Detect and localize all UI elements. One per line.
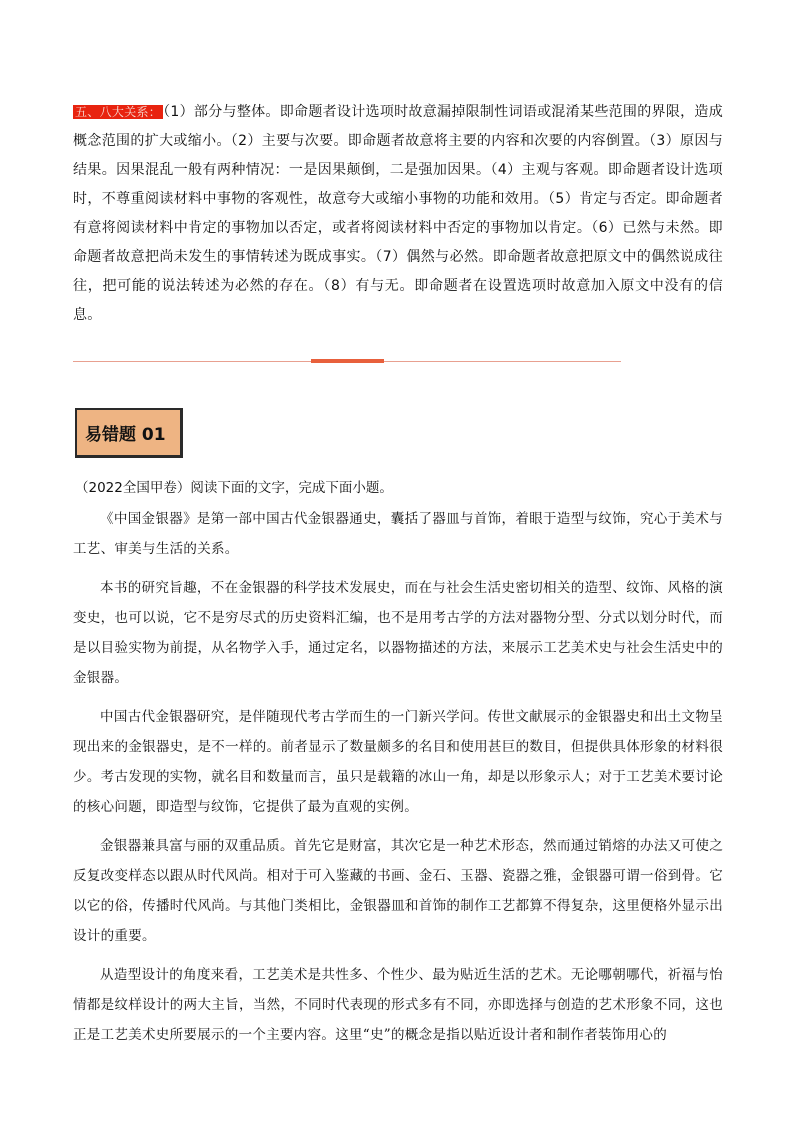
- question-badge: 易错题 01: [75, 408, 183, 458]
- reading-passage: [73, 504, 723, 1059]
- section-tag: 五、八大关系：: [75, 105, 162, 119]
- question-source: （2022全国甲卷）阅读下面的文字，完成下面小题。: [75, 480, 393, 496]
- passage-paragraph: 《中国金银器》是第一部中国古代金银器通史，囊括了器皿与首饰，着眼于造型与纹饰，究心于美术与工艺、审美与生活的关系。: [73, 511, 723, 557]
- divider-accent: [311, 359, 384, 363]
- intro-text: （1）部分与整体。即命题者设计选项时故意漏掉限制性词语或混淆某些范围的界限，造成概念范围的扩大或缩小。（2）主要与次要。即命题者故意将主要的内容和次要的内容倒置。（3）原因与结果。因果混乱一般有两种情况：一是因果颠倒，二是强加因果。（4）主观与客观。即命题者设计选项时，不尊重阅读材料中事物的客观性，故意夸大或缩小事物的功能和效用。（5）肯定与否定。即命题者有意将阅读材料中肯定的事物加以否定，或者将阅读材料中否定的事物加以肯定。（6）已然与未然。即命题者故意把尚未发生的事情转述为既成事实。（7）偶然与必然。即命题者故意把原文中的偶然说成往往，把可能的说法转述为必然的存在。（8）有与无。即命题者在设置选项时故意加入原文中没有的信息。: [73, 104, 724, 323]
- passage-paragraph: 金银器兼具富与丽的双重品质。首先它是财富，其次它是一种艺术形态，然而通过销熔的办法又可使之反复改变样态以跟从时代风尚。相对于可入鉴藏的书画、金石、玉器、瓷器之雅，金银器可谓一俗到骨。它以它的俗，传播时代风尚。与其他门类相比，金银器皿和首饰的制作工艺都算不得复杂，这里便格外显示出设计的重要。: [73, 838, 723, 944]
- intro-paragraph: [73, 98, 723, 330]
- passage-paragraph: 从造型设计的角度来看，工艺美术是共性多、个性少、最为贴近生活的艺术。无论哪朝哪代，祈福与怡情都是纹样设计的两大主旨，当然，不同时代表现的形式多有不同，亦即选择与创造的艺术形象不同，这也正是工艺美术史所要展示的一个主要内容。这里“史”的概念是指以贴近设计者和制作者装饰用心的: [73, 967, 723, 1043]
- passage-paragraph: 本书的研究旨趣，不在金银器的科学技术发展史，而在与社会生活史密切相关的造型、纹饰、风格的演变史，也可以说，它不是穷尽式的历史资料汇编，也不是用考古学的方法对器物分型、分式以划分时代，而是以目验实物为前提，从名物学入手，通过定名，以器物描述的方法，来展示工艺美术史与社会生活史中的金银器。: [73, 580, 723, 686]
- passage-paragraph: 中国古代金银器研究，是伴随现代考古学而生的一门新兴学问。传世文献展示的金银器史和出土文物呈现出来的金银器史，是不一样的。前者显示了数量颇多的名目和使用甚巨的数目，但提供具体形象的材料很少。考古发现的实物，就名目和数量而言，虽只是载籍的冰山一角，却是以形象示人；对于工艺美术要讨论的核心问题，即造型与纹饰，它提供了最为直观的实例。: [73, 709, 723, 815]
